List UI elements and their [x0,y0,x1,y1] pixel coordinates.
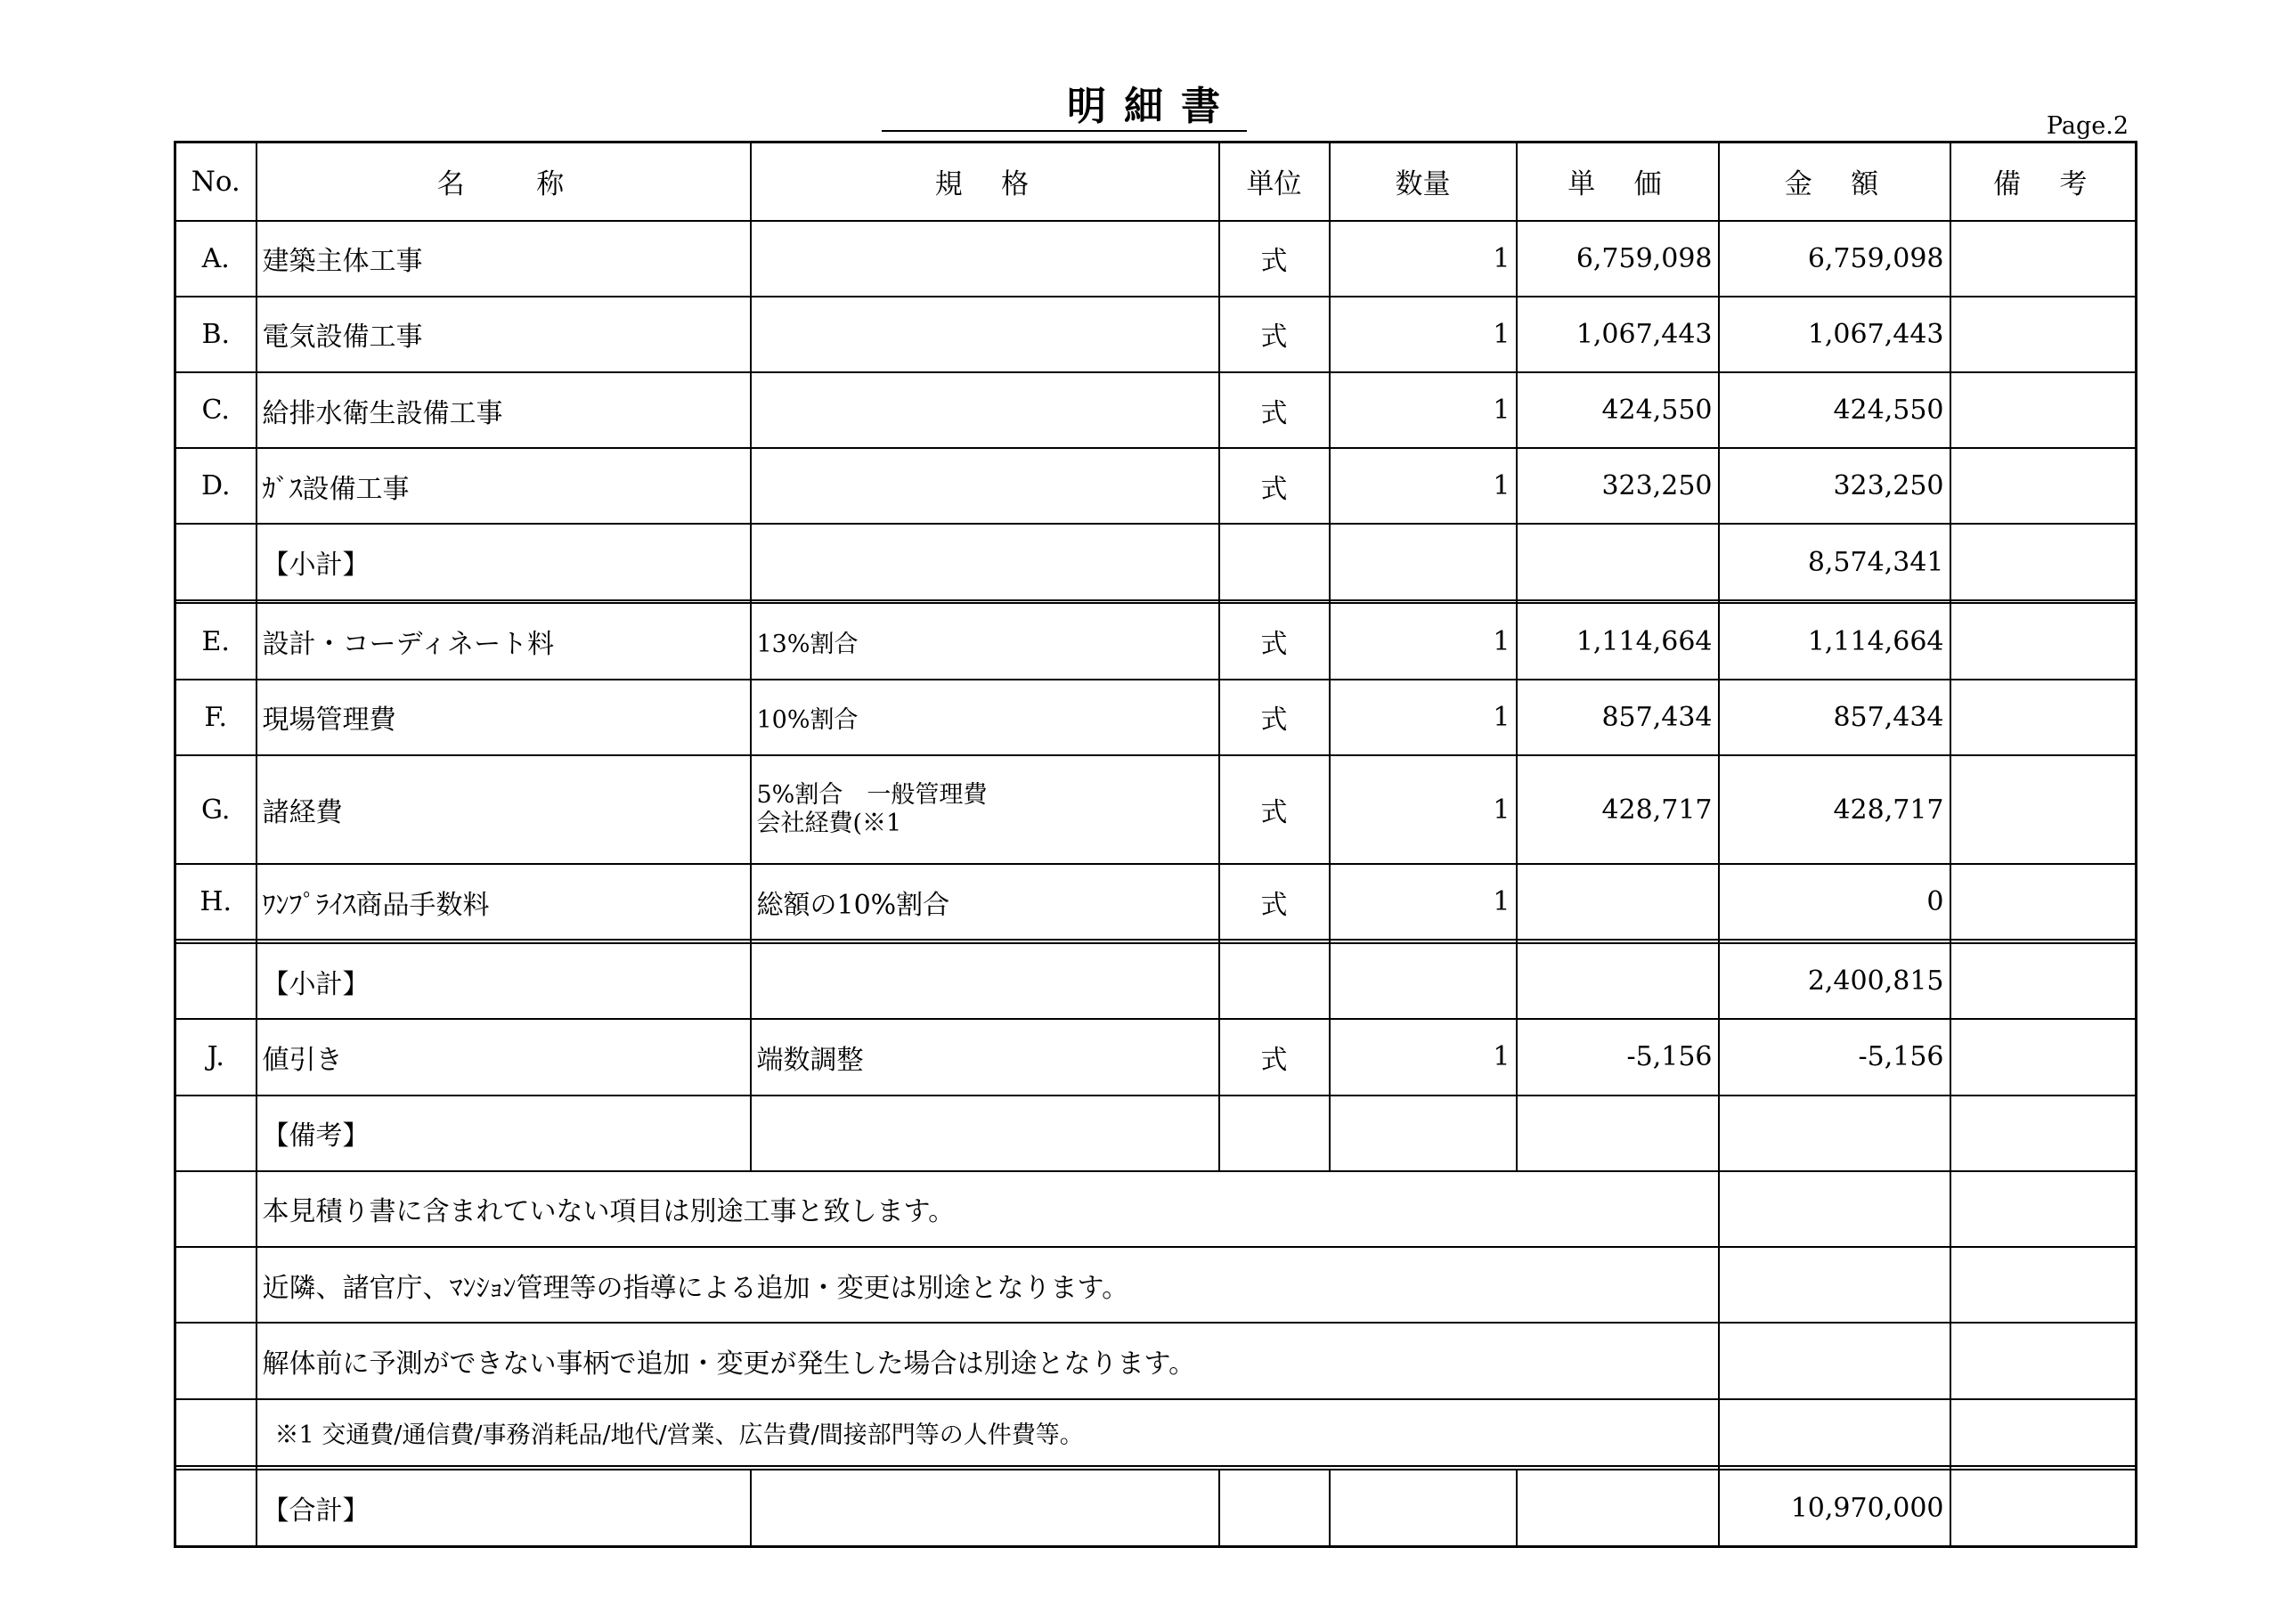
note-amount-cell [1719,1323,1950,1398]
item-number: D. [175,448,256,524]
item-spec [751,297,1219,372]
item-number: J. [175,1019,256,1095]
column-header-unit-price: 単 価 [1517,143,1719,221]
item-name: 諸経費 [256,755,751,864]
item-amount: 857,434 [1719,680,1950,755]
item-unit-price: 428,717 [1517,755,1719,864]
item-name: 【小計】 [256,943,751,1019]
note-remark-cell [1950,1171,2137,1247]
item-unit-price: 424,550 [1517,372,1719,448]
item-number: A. [175,221,256,297]
item-number: C. [175,372,256,448]
note-remark-cell [1950,1323,2137,1398]
item-number: H. [175,864,256,940]
item-amount: 428,717 [1719,755,1950,864]
item-unit-price [1517,864,1719,940]
item-quantity: 1 [1330,864,1517,940]
note-amount-cell [1719,1247,1950,1323]
table-row [175,680,2137,755]
column-header-no: No. [175,143,256,221]
item-name: 現場管理費 [256,680,751,755]
item-remark [1950,524,2137,599]
item-spec [751,1096,1219,1171]
item-unit: 式 [1219,603,1330,679]
table-row [175,603,2137,679]
item-remark [1950,372,2137,448]
item-unit-price [1517,524,1719,599]
column-header-name: 名 称 [256,143,751,221]
detail-table [174,141,2137,1548]
item-unit: 式 [1219,448,1330,524]
item-spec [751,755,1219,864]
item-remark [1950,603,2137,679]
note-row [175,1323,2137,1398]
item-amount: 2,400,815 [1719,943,1950,1019]
table-row [175,221,2137,297]
item-number [175,943,256,1019]
note-number-cell [175,1399,256,1467]
total-row [175,1470,2137,1546]
note-remark-cell [1950,1399,2137,1467]
item-quantity: 1 [1330,221,1517,297]
item-unit [1219,943,1330,1019]
item-unit: 式 [1219,864,1330,940]
item-quantity: 1 [1330,603,1517,679]
item-spec: 10%割合 [751,680,1219,755]
item-unit [1219,1096,1330,1171]
item-amount: 1,067,443 [1719,297,1950,372]
note-number-cell [175,1247,256,1323]
note-row [175,1171,2137,1247]
item-unit-price: 6,759,098 [1517,221,1719,297]
item-name: ｶﾞｽ設備工事 [256,448,751,524]
item-remark [1950,943,2137,1019]
item-amount: 0 [1719,864,1950,940]
total-qty-cell [1330,1470,1517,1546]
item-unit: 式 [1219,755,1330,864]
item-unit: 式 [1219,372,1330,448]
item-name: 給排水衛生設備工事 [256,372,751,448]
item-unit-price [1517,943,1719,1019]
item-number [175,1096,256,1171]
total-spec-cell [751,1470,1219,1546]
item-unit-price: 1,114,664 [1517,603,1719,679]
note-number-cell [175,1171,256,1247]
item-quantity [1330,943,1517,1019]
note-amount-cell [1719,1171,1950,1247]
item-spec-line: 会社経費(※1 [756,810,902,837]
item-amount: 323,250 [1719,448,1950,524]
table-row [175,1096,2137,1171]
item-unit-price: 857,434 [1517,680,1719,755]
total-remark-cell [1950,1470,2137,1546]
total-amount: 10,970,000 [1719,1470,1950,1546]
item-amount [1719,1096,1950,1171]
table-row [175,448,2137,524]
note-amount-cell [1719,1399,1950,1467]
item-amount: -5,156 [1719,1019,1950,1095]
total-label: 【合計】 [256,1470,751,1546]
table-row [175,943,2137,1019]
item-remark [1950,1096,2137,1171]
total-unit-cell [1219,1470,1330,1546]
column-header-spec: 規 格 [751,143,1219,221]
column-header-remark: 備 考 [1950,143,2137,221]
item-amount: 8,574,341 [1719,524,1950,599]
item-remark [1950,221,2137,297]
item-name: 建築主体工事 [256,221,751,297]
item-number: G. [175,755,256,864]
item-spec [751,524,1219,599]
item-unit: 式 [1219,1019,1330,1095]
column-header-unit: 単位 [1219,143,1330,221]
item-number: E. [175,603,256,679]
item-amount: 6,759,098 [1719,221,1950,297]
item-unit: 式 [1219,680,1330,755]
item-name: 【小計】 [256,524,751,599]
item-unit-price: 1,067,443 [1517,297,1719,372]
item-spec-line: 5%割合 一般管理費 [756,781,988,809]
item-unit-price [1517,1096,1719,1171]
item-number [175,524,256,599]
item-name: 【備考】 [256,1096,751,1171]
item-spec: 13%割合 [751,603,1219,679]
note-row [175,1247,2137,1323]
column-header-amount: 金 額 [1719,143,1950,221]
total-number-cell [175,1470,256,1546]
item-name: 値引き [256,1019,751,1095]
item-quantity: 1 [1330,680,1517,755]
total-price-cell [1517,1470,1719,1546]
item-spec [751,221,1219,297]
item-spec: 総額の10%割合 [751,864,1219,940]
item-quantity: 1 [1330,448,1517,524]
item-unit-price: -5,156 [1517,1019,1719,1095]
table-row [175,1019,2137,1095]
item-number: B. [175,297,256,372]
table-row [175,372,2137,448]
header-row [175,143,2137,221]
item-unit [1219,524,1330,599]
note-text: 本見積り書に含まれていない項目は別途工事と致します。 [256,1171,1719,1247]
document-title: 明細書 [882,82,1247,132]
note-text: 解体前に予測ができない事柄で追加・変更が発生した場合は別途となります。 [256,1323,1719,1398]
item-amount: 424,550 [1719,372,1950,448]
note-number-cell [175,1323,256,1398]
item-amount: 1,114,664 [1719,603,1950,679]
item-name: 電気設備工事 [256,297,751,372]
item-remark [1950,297,2137,372]
item-spec: 端数調整 [751,1019,1219,1095]
item-quantity: 1 [1330,372,1517,448]
table-row [175,755,2137,864]
note-text: 近隣、諸官庁、ﾏﾝｼｮﾝ管理等の指導による追加・変更は別途となります。 [256,1247,1719,1323]
column-header-qty: 数量 [1330,143,1517,221]
item-quantity: 1 [1330,755,1517,864]
item-quantity: 1 [1330,297,1517,372]
item-name: ﾜﾝﾌﾟﾗｲｽ商品手数料 [256,864,751,940]
item-remark [1950,864,2137,940]
item-spec [751,372,1219,448]
item-number: F. [175,680,256,755]
table-row [175,297,2137,372]
item-unit-price: 323,250 [1517,448,1719,524]
item-spec [751,943,1219,1019]
note-remark-cell [1950,1247,2137,1323]
table-row [175,864,2137,940]
item-remark [1950,1019,2137,1095]
table-row [175,524,2137,599]
note-text: ※1 交通費/通信費/事務消耗品/地代/営業、広告費/間接部門等の人件費等。 [256,1399,1719,1467]
item-quantity [1330,1096,1517,1171]
item-quantity [1330,524,1517,599]
page-number: Page.2 [2046,112,2129,140]
item-spec [751,448,1219,524]
item-remark [1950,755,2137,864]
item-quantity: 1 [1330,1019,1517,1095]
item-unit: 式 [1219,221,1330,297]
item-remark [1950,448,2137,524]
item-unit: 式 [1219,297,1330,372]
item-name: 設計・コーディネート料 [256,603,751,679]
item-remark [1950,680,2137,755]
note-row [175,1399,2137,1467]
